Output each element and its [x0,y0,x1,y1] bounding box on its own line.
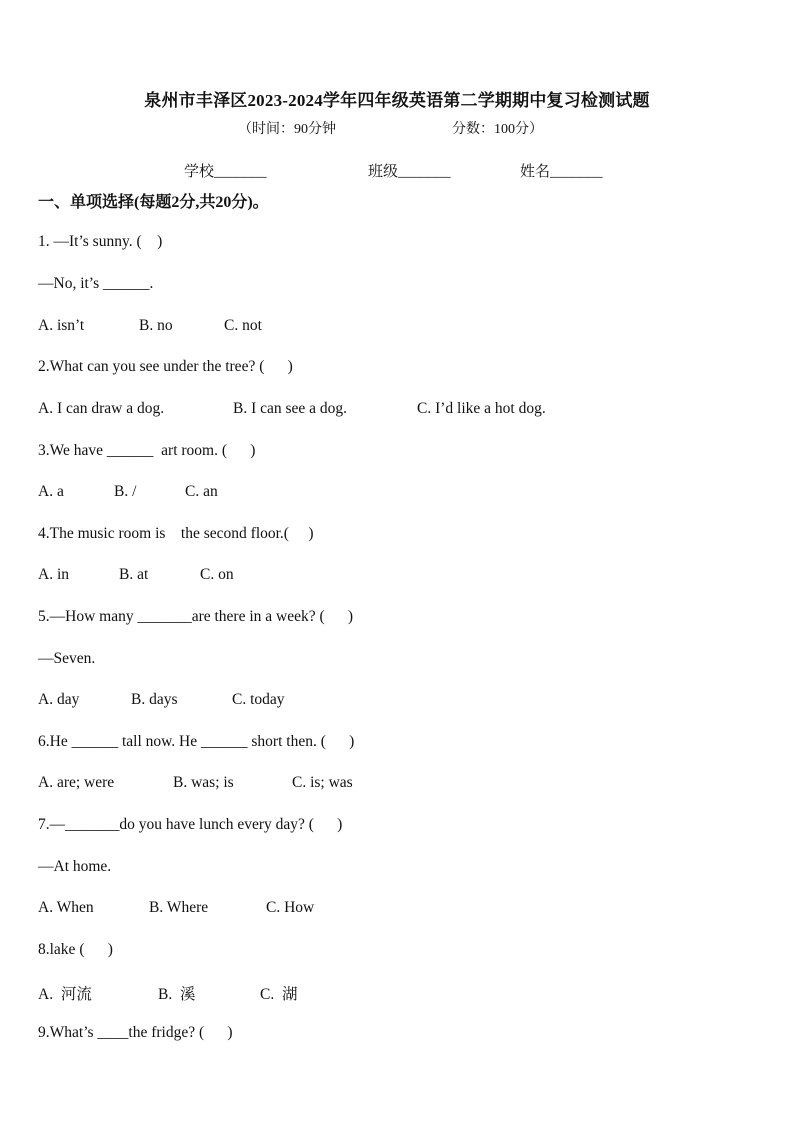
question-7-stem: 7.—_______do you have lunch every day? ( ) [38,816,343,833]
question-2-stem: 2.What can you see under the tree? ( ) [38,358,293,375]
question-3-stem: 3.We have ______ art room. ( ) [38,442,256,459]
option-b[interactable]: B. 溪 [158,986,196,1003]
question-6-stem: 6.He ______ tall now. He ______ short then. ( ) [38,733,355,750]
option-b[interactable]: B. / [114,483,137,500]
option-a[interactable]: A. I can draw a dog. [38,400,165,417]
question-1-stem: 1. —It’s sunny. ( ) [38,233,163,250]
question-5-stem: 5.—How many _______are there in a week? ( ) [38,608,354,625]
option-b[interactable]: B. Where [149,899,209,916]
total-score: 分数：100分） [452,122,543,137]
option-c[interactable]: C. How [266,899,315,916]
class-field[interactable]: 班级_______ [368,164,451,180]
time-limit: （时间：90分钟 [238,122,336,137]
option-c[interactable]: C. is; was [292,774,353,791]
question-1-answer: —No, it’s ______. [38,275,154,292]
question-4-stem: 4.The music room is the second floor.( ) [38,525,314,542]
option-c[interactable]: C. an [185,483,218,500]
option-a[interactable]: A. a [38,483,64,500]
question-8-stem: 8.lake ( ) [38,941,113,958]
question-5-answer: —Seven. [38,650,96,667]
question-9-stem: 9.What’s ____the fridge? ( ) [38,1024,233,1041]
option-c[interactable]: C. 湖 [260,986,298,1003]
option-b[interactable]: B. at [119,566,149,583]
exam-title: 泉州市丰泽区2023-2024学年四年级英语第二学期期中复习检测试题 [144,91,650,110]
school-field[interactable]: 学校_______ [184,164,267,180]
option-c[interactable]: C. not [224,317,262,334]
name-field[interactable]: 姓名_______ [520,164,603,180]
option-b[interactable]: B. no [139,317,173,334]
option-a[interactable]: A. When [38,899,94,916]
option-a[interactable]: A. day [38,691,80,708]
option-a[interactable]: A. are; were [38,774,115,791]
option-b[interactable]: B. I can see a dog. [233,400,348,417]
option-b[interactable]: B. was; is [173,774,234,791]
option-c[interactable]: C. on [200,566,234,583]
section-heading: 一、单项选择(每题2分,共20分)。 [38,194,269,211]
option-a[interactable]: A. 河流 [38,986,92,1003]
option-b[interactable]: B. days [131,691,178,708]
option-a[interactable]: A. in [38,566,69,583]
option-c[interactable]: C. I’d like a hot dog. [417,400,546,417]
question-7-answer: —At home. [38,858,112,875]
option-c[interactable]: C. today [232,691,285,708]
option-a[interactable]: A. isn’t [38,317,85,334]
